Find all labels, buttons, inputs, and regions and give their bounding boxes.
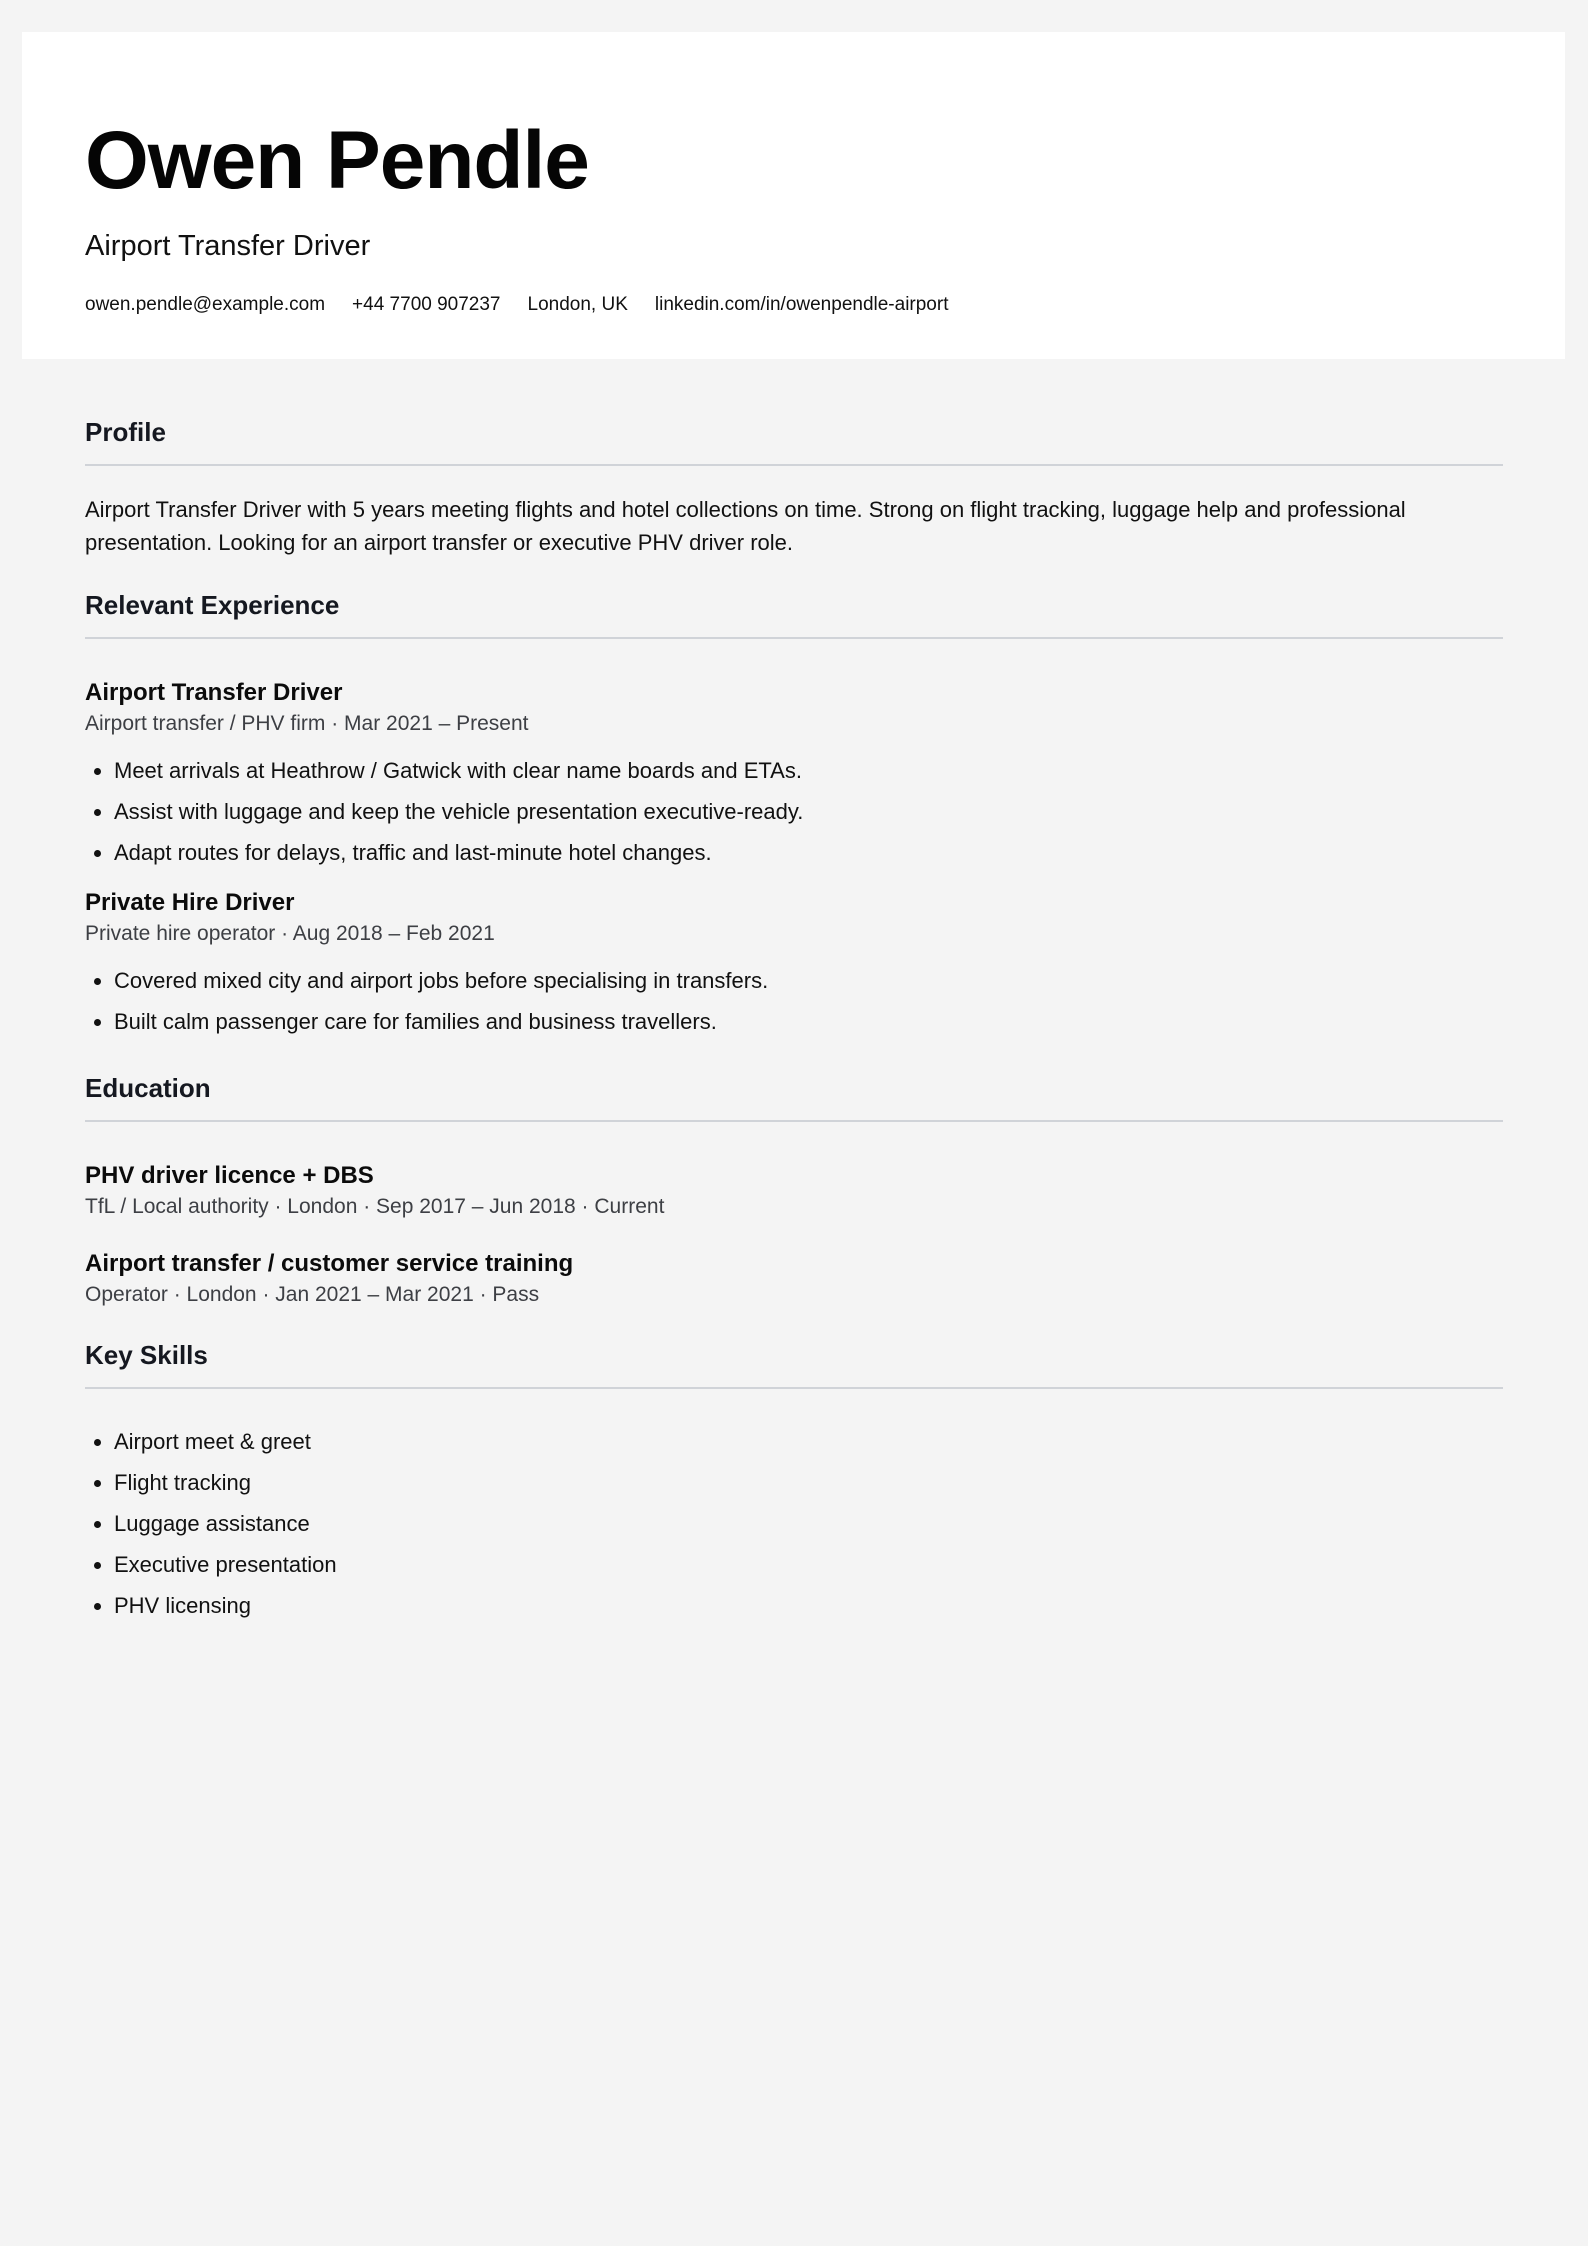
- contact-phone[interactable]: +44 7700 907237: [352, 294, 501, 315]
- education-name: PHV driver licence + DBS: [85, 1162, 374, 1189]
- skill-item: • Flight tracking: [114, 1462, 1503, 1503]
- job-bullet: • Assist with luggage and keep the vehicle presentation executive-ready.: [114, 791, 1503, 832]
- skills-list: [85, 1421, 1503, 1626]
- job-meta: Airport transfer / PHV firm · Mar 2021 – Present: [85, 712, 529, 735]
- job-entry: [85, 677, 1503, 873]
- job-bullet: • Covered mixed city and airport jobs before specialising in transfers.: [114, 960, 1503, 1001]
- job-bullet: • Meet arrivals at Heathrow / Gatwick with clear name boards and ETAs.: [114, 750, 1503, 791]
- contact-location: London, UK: [527, 294, 628, 315]
- resume-body: [85, 414, 1503, 1626]
- job-title: Airport Transfer Driver: [85, 679, 343, 706]
- education-name: Airport transfer / customer service training: [85, 1250, 574, 1277]
- candidate-headline: Airport Transfer Driver: [85, 230, 371, 262]
- education-section: [85, 1070, 1503, 1309]
- experience-section: [85, 587, 1503, 1042]
- education-entry: [85, 1248, 1503, 1309]
- job-title: Private Hire Driver: [85, 889, 295, 916]
- skill-item: • Luggage assistance: [114, 1503, 1503, 1544]
- section-divider: [85, 1120, 1503, 1122]
- education-meta: Operator · London · Jan 2021 – Mar 2021 · Pass: [85, 1283, 540, 1306]
- job-meta: Private hire operator · Aug 2018 – Feb 2021: [85, 922, 495, 945]
- profile-summary: Airport Transfer Driver with 5 years meeting flights and hotel collections on time. Strong on flight tracking, luggage help and professional presentation. Looking for an airport transfer or executive PHV driver role.: [85, 497, 1406, 555]
- section-divider: [85, 1387, 1503, 1389]
- candidate-name: Owen Pendle: [85, 115, 589, 206]
- skills-section: [85, 1337, 1503, 1626]
- section-divider: [85, 464, 1503, 466]
- job-bullets: [85, 960, 1503, 1042]
- section-divider: [85, 637, 1503, 639]
- resume-header: [22, 32, 1565, 359]
- section-title-education: Education: [85, 1073, 211, 1103]
- job-bullet: • Adapt routes for delays, traffic and last-minute hotel changes.: [114, 832, 1503, 873]
- contact-email[interactable]: owen.pendle@example.com: [85, 294, 326, 315]
- job-entry: [85, 887, 1503, 1042]
- section-title-profile: Profile: [85, 417, 166, 447]
- education-entry: [85, 1160, 1503, 1221]
- job-bullets: [85, 750, 1503, 873]
- job-bullet: • Built calm passenger care for families and business travellers.: [114, 1001, 1503, 1042]
- skill-item: • PHV licensing: [114, 1585, 1503, 1626]
- skill-item: • Airport meet & greet: [114, 1421, 1503, 1462]
- contact-linkedin[interactable]: linkedin.com/in/owenpendle-airport: [654, 294, 949, 315]
- section-title-skills: Key Skills: [85, 1340, 208, 1370]
- skill-item: • Executive presentation: [114, 1544, 1503, 1585]
- education-meta: TfL / Local authority · London · Sep 2017 – Jun 2018 · Current: [85, 1195, 665, 1218]
- contact-row: [85, 292, 948, 318]
- section-title-experience: Relevant Experience: [85, 590, 340, 620]
- profile-section: [85, 414, 1503, 559]
